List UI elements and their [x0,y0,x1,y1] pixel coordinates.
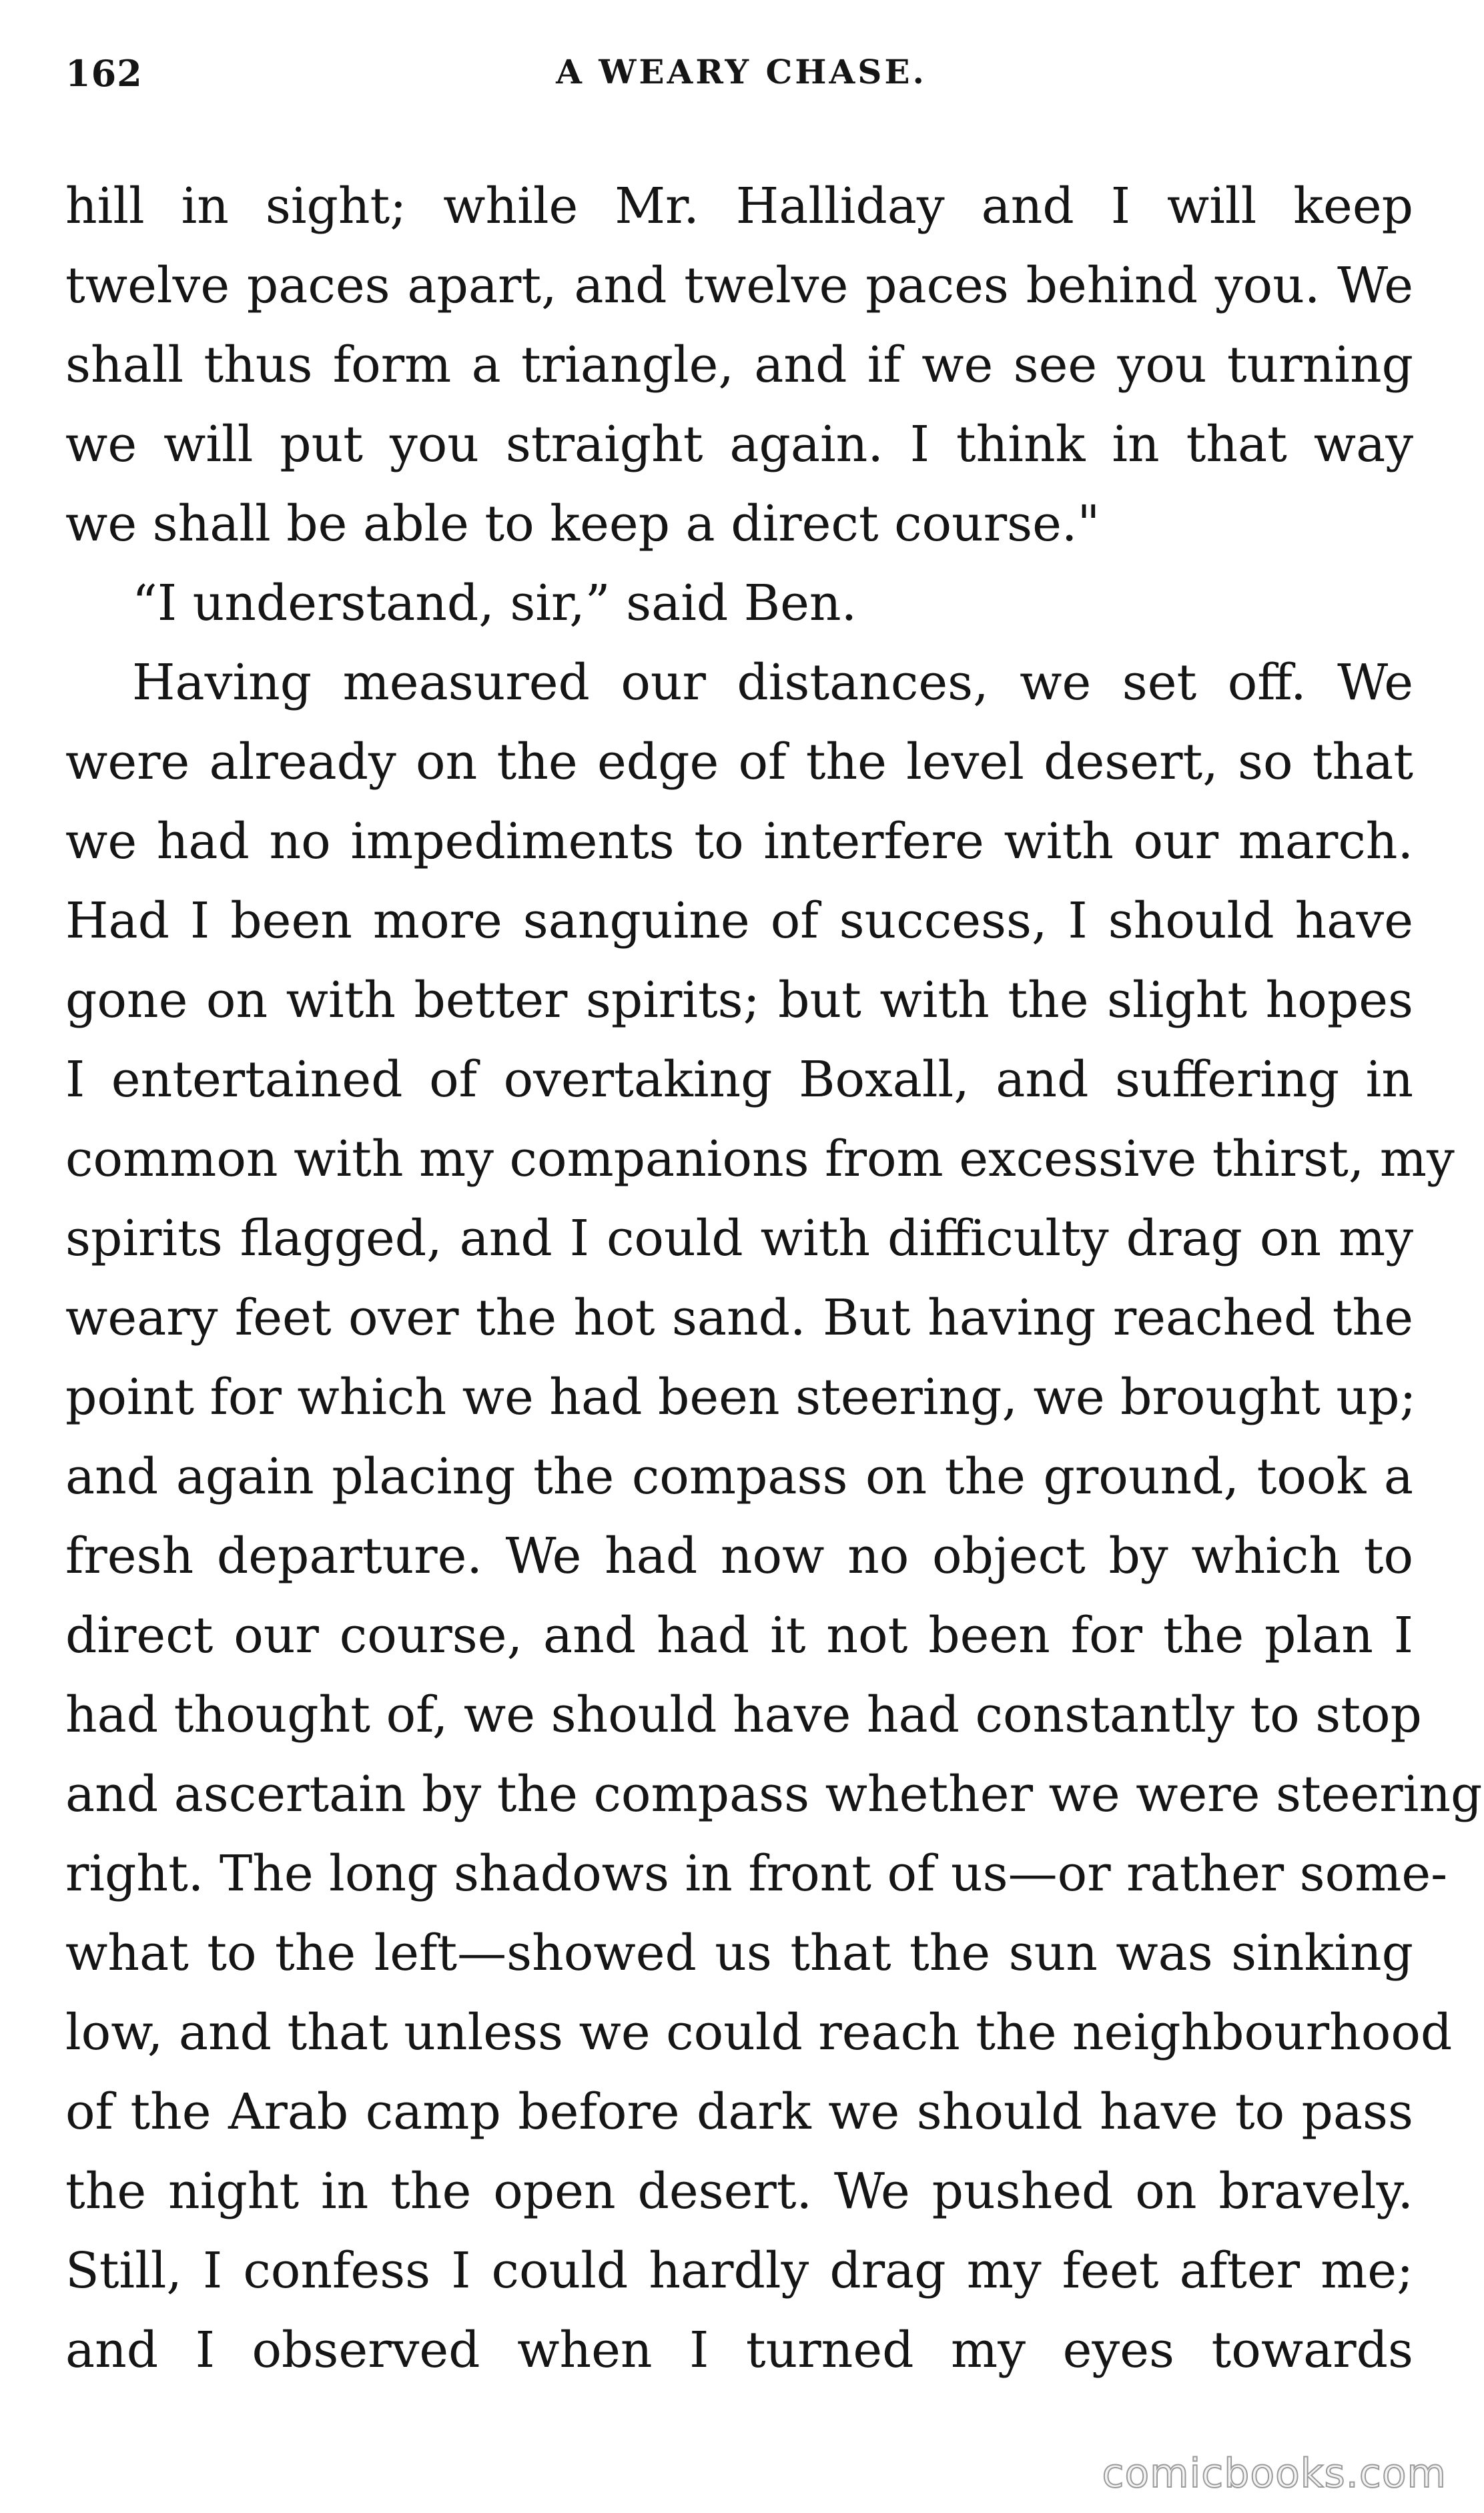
text-line: we had no impediments to interfere with our march. [65,813,1413,870]
text-line: shall thus form a triangle, and if we see you turning [65,336,1413,394]
text-line: common with my companions from excessive thirst, my [65,1130,1455,1188]
page-number: 162 [65,52,143,95]
text-line: spirits flagged, and I could with difficulty drag on my [65,1210,1413,1267]
text-line: point for which we had been steering, we brought up; [65,1369,1417,1426]
text-line: low, and that unless we could reach the neighbourhood [65,2004,1453,2061]
text-line: direct our course, and had it not been for the plan I [65,1607,1413,1664]
text-line: gone on with better spirits; but with the slight hopes [65,972,1413,1029]
watermark: comicbooks.com [1102,2450,1447,2497]
text-line: were already on the edge of the level desert, so that [65,733,1413,791]
text-line: I entertained of overtaking Boxall, and suffering in [65,1051,1413,1108]
text-line: hill in sight; while Mr. Halliday and I will keep [65,177,1413,235]
text-line: Having measured our distances, we set off. We [132,654,1413,711]
text-line: of the Arab camp before dark we should have to pass [65,2083,1413,2141]
text-line: we shall be able to keep a direct course." [65,495,1100,553]
text-line: we will put you straight again. I think in that way [65,416,1413,473]
text-line: and I observed when I turned my eyes towards [65,2321,1413,2379]
body-text [65,167,1483,2390]
running-head: A WEARY CHASE. [556,52,927,91]
text-line: fresh departure. We had now no object by which to [65,1527,1413,1585]
text-line: the night in the open desert. We pushed on bravely. [65,2163,1413,2220]
text-line: and ascertain by the compass whether we were steering [65,1766,1483,1823]
page-header [65,52,1417,105]
text-line: “I understand, sir,” said Ben. [132,575,857,632]
text-line: twelve paces apart, and twelve paces behind you. We [65,257,1413,314]
text-line: Had I been more sanguine of success, I should have [65,892,1413,950]
text-line: what to the left—showed us that the sun was sinking [65,1924,1413,1982]
text-line: right. The long shadows in front of us—or rather some- [65,1845,1448,1902]
text-line: weary feet over the hot sand. But having reached the [65,1289,1413,1347]
text-line: Still, I confess I could hardly drag my feet after me; [65,2242,1413,2299]
text-line: had thought of, we should have had constantly to stop [65,1686,1422,1744]
text-line: and again placing the compass on the ground, took a [65,1448,1413,1505]
